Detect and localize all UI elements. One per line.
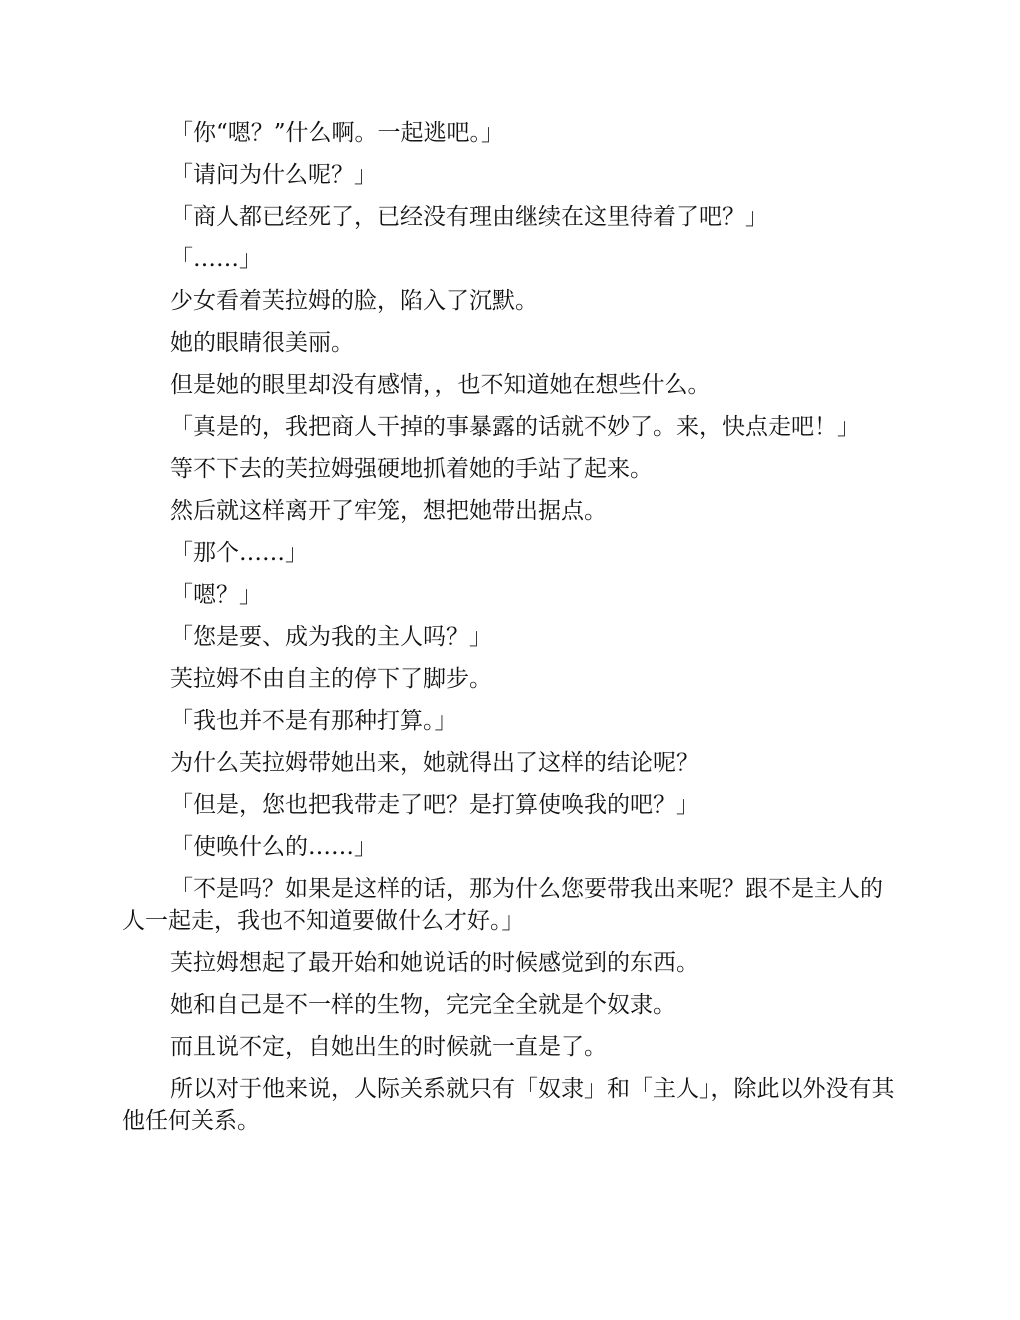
paragraph: 少女看着芙拉姆的脸，陷入了沉默。 bbox=[170, 288, 538, 314]
paragraph: 所以对于他来说，人际关系就只有「奴隶」和「主人」，除此以外没有其他任何关系。 bbox=[122, 1076, 895, 1134]
paragraph: 芙拉姆想起了最开始和她说话的时候感觉到的东西。 bbox=[170, 950, 699, 976]
paragraph: 「嗯？」 bbox=[170, 582, 262, 608]
paragraph: 等不下去的芙拉姆强硬地抓着她的手站了起来。 bbox=[170, 456, 653, 482]
paragraph: 但是她的眼里却没有感情，，也不知道她在想些什么。 bbox=[170, 372, 711, 398]
paragraph: 她的眼睛很美丽。 bbox=[170, 330, 354, 356]
paragraph: 「使唤什么的……」 bbox=[170, 834, 377, 860]
paragraph: 「那个……」 bbox=[170, 540, 308, 566]
paragraph: 「我也并不是有那种打算。」 bbox=[170, 708, 458, 734]
paragraph: 然后就这样离开了牢笼，想把她带出据点。 bbox=[170, 498, 607, 524]
paragraph: 「请问为什么呢？」 bbox=[170, 162, 377, 188]
paragraph: 「您是要、成为我的主人吗？」 bbox=[170, 624, 492, 650]
paragraph: 「商人都已经死了，已经没有理由继续在这里待着了吧？」 bbox=[170, 204, 768, 230]
paragraph: 芙拉姆不由自主的停下了脚步。 bbox=[170, 666, 492, 692]
document-page bbox=[122, 117, 898, 1147]
paragraph: 而且说不定，自她出生的时候就一直是了。 bbox=[170, 1034, 607, 1060]
paragraph: 她和自己是不一样的生物，完完全全就是个奴隶。 bbox=[170, 992, 676, 1018]
paragraph: 「但是，您也把我带走了吧？是打算使唤我的吧？」 bbox=[170, 792, 699, 818]
paragraph: 「……」 bbox=[170, 246, 262, 272]
paragraph: 「不是吗？如果是这样的话，那为什么您要带我出来呢？跟不是主人的人一起走，我也不知道要做什么才好。」 bbox=[122, 876, 883, 934]
paragraph: 为什么芙拉姆带她出来，她就得出了这样的结论呢？ bbox=[170, 750, 699, 776]
paragraph: 「真是的，我把商人干掉的事暴露的话就不妙了。来，快点走吧！」 bbox=[170, 414, 860, 440]
paragraph: 「你“嗯？”什么啊。一起逃吧。」 bbox=[170, 120, 505, 146]
